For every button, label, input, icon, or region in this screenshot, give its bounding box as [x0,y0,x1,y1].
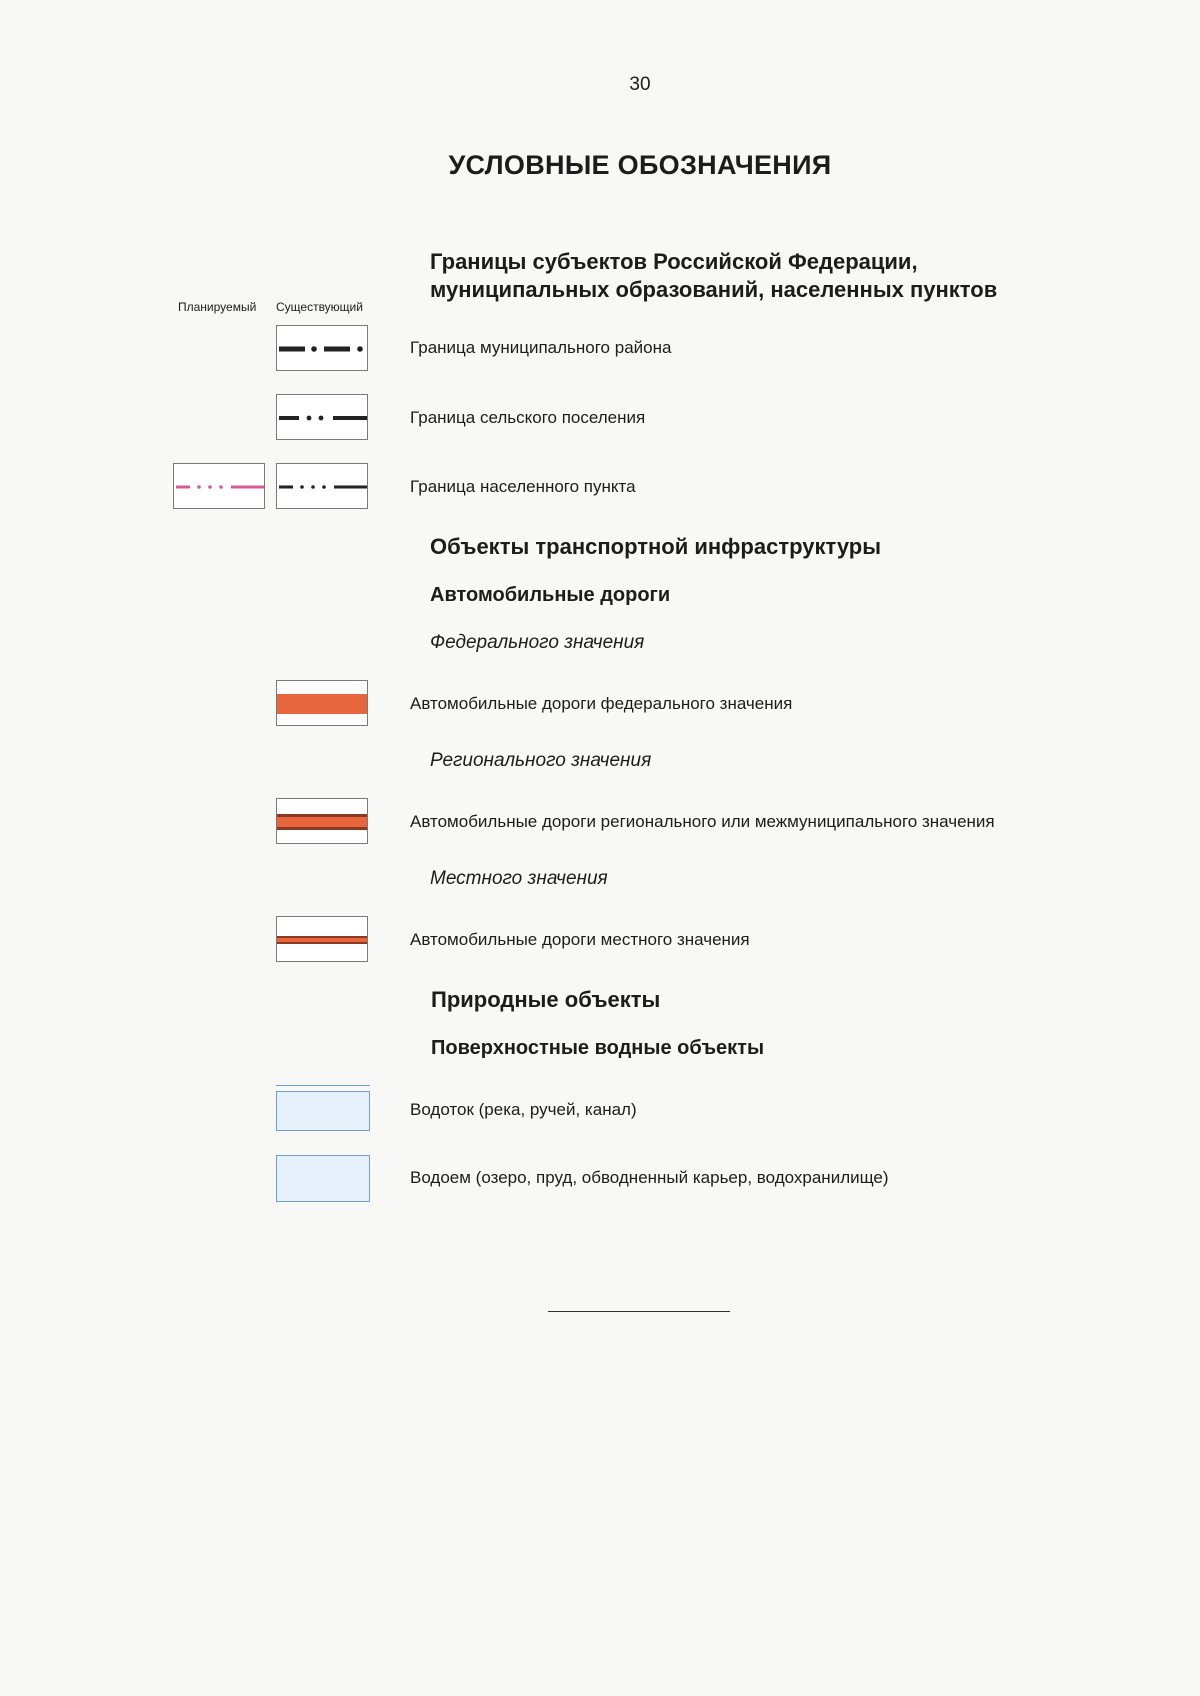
legend-swatch-reservoir [276,1155,370,1202]
subheading-regional: Регионального значения [430,750,652,771]
local-road-icon [277,917,369,963]
locality-boundary-planned-line-icon [174,464,266,510]
legend-swatch-settlement-boundary [276,394,368,440]
column-header-existing: Существующий [276,300,363,314]
section-heading-nature: Природные объекты [431,987,661,1012]
legend-label-district-boundary: Граница муниципального района [410,338,672,357]
subheading-federal: Федерального значения [430,632,645,653]
legend-label-locality-boundary: Граница населенного пункта [410,477,636,496]
end-divider-line [548,1311,730,1312]
stream-top-line [276,1085,370,1086]
legend-swatch-regional-road [276,798,368,844]
page-title: УСЛОВНЫЕ ОБОЗНАЧЕНИЯ [448,150,832,180]
legend-label-federal-road: Автомобильные дороги федерального значения [410,694,793,713]
regional-road-icon [277,799,369,845]
section-heading-transport: Объекты транспортной инфраструктуры [430,534,881,559]
legend-label-regional-road: Автомобильные дороги регионального или межмуниципального значения [410,812,995,831]
legend-swatch-local-road [276,916,368,962]
district-boundary-line-icon [277,326,369,372]
federal-road-icon [277,681,369,727]
legend-swatch-locality-boundary-planned [173,463,265,509]
subheading-local: Местного значения [430,868,608,889]
locality-boundary-existing-line-icon [277,464,369,510]
subheading-water: Поверхностные водные объекты [431,1037,765,1059]
legend-label-settlement-boundary: Граница сельского поселения [410,408,646,427]
column-header-planned: Планируемый [178,300,257,314]
settlement-boundary-line-icon [277,395,369,441]
legend-label-stream: Водоток (река, ручей, канал) [410,1100,637,1119]
boundaries-heading-line1: Границы субъектов Российской Федерации, [430,249,918,274]
legend-label-reservoir: Водоем (озеро, пруд, обводненный карьер, водохранилище) [410,1168,889,1187]
section-heading-boundaries [430,248,997,304]
boundaries-heading-line2: муниципальных образований, населенных пунктов [430,277,998,302]
page-number: 30 [629,74,651,95]
legend-swatch-locality-boundary-existing [276,463,368,509]
legend-swatch-stream [276,1091,370,1131]
legend-swatch-federal-road [276,680,368,726]
subheading-roads: Автомобильные дороги [430,584,671,606]
legend-label-local-road: Автомобильные дороги местного значения [410,930,750,949]
legend-swatch-district-boundary [276,325,368,371]
